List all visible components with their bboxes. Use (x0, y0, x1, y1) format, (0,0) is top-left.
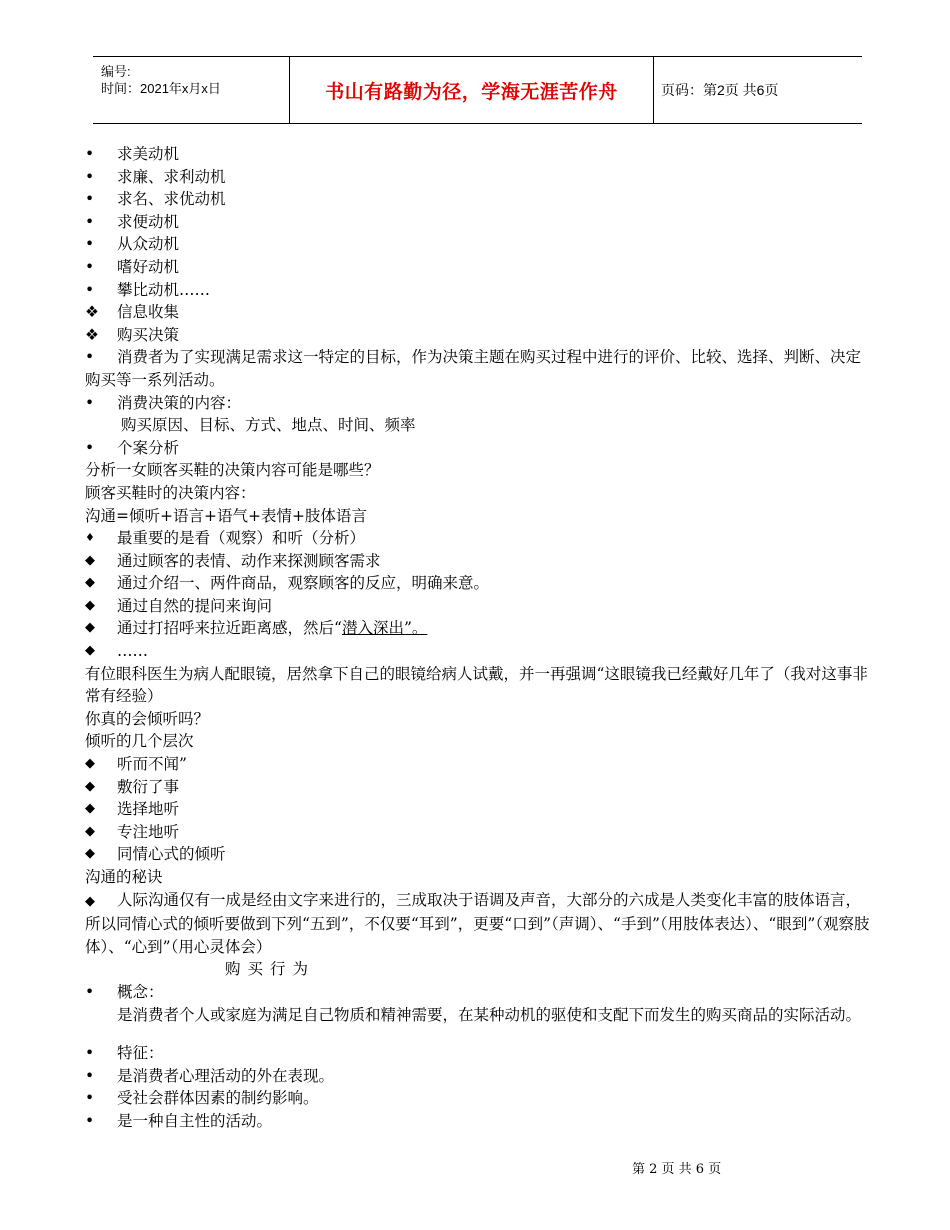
list-item: ❖ 信息收集 (85, 301, 875, 324)
list-item: • 求廉、求利动机 (85, 166, 875, 189)
underlined-text: 潜入深出”。 (341, 619, 428, 638)
diamond-icon: ◆ (85, 620, 95, 636)
secret-paragraph: ◆ 人际沟通仅有一成是经由文字来进行的，三成取决于语调及声音，大部分的六成是人类变化丰富的肢体语言，所以同情心式的倾听要做到下列“五到”，不仅要“耳到”，更要“口到”（声调）、“手到”（用肢体表达）、“眼到”（观察肢体）、“心到”（用心灵体会） (85, 890, 870, 956)
bullet-icon: • (85, 257, 95, 276)
bullet-icon: • (85, 1066, 95, 1085)
document-body (85, 143, 875, 1133)
diamond-icon: ◆ (85, 756, 95, 772)
list-item: ◆ 听而不闻” (85, 753, 875, 776)
list-item: • 求便动机 (85, 211, 875, 234)
header-motto-cell (289, 57, 654, 123)
list-item: • 概念： (85, 981, 875, 1004)
list-item: ♦ 最重要的是看（观察）和听（分析） (85, 527, 875, 550)
list-item: • 个案分析 (85, 437, 875, 460)
header-meta-cell (93, 57, 289, 123)
bullet-icon: • (85, 190, 95, 209)
story-paragraph: 有位眼科医生为病人配眼镜，居然拿下自己的眼镜给病人试戴，并一再强调“这眼镜我已经戴好几年了（我对这事非常有经验） (85, 664, 868, 706)
list-item: • 消费决策的内容： (85, 392, 875, 415)
diamond-icon: ◆ (85, 778, 95, 794)
case-question: 分析一女顾客买鞋的决策内容可能是哪些？ (85, 461, 380, 480)
section-heading: 购买行为 (225, 960, 316, 979)
bullet-icon: • (85, 1111, 95, 1130)
list-item: • 受社会群体因素的制约影响。 (85, 1087, 875, 1110)
header-page-cell (653, 57, 862, 123)
case-answer: 顾客买鞋时的决策内容： (85, 483, 256, 502)
list-item: • 从众动机 (85, 233, 875, 256)
listen-question: 你真的会倾听吗？ (85, 709, 210, 728)
list-item: ◆ 通过自然的提问来询问 (85, 595, 875, 618)
bullet-icon: • (85, 280, 95, 299)
bullet-icon: • (85, 145, 95, 163)
number-label: 编号: (101, 64, 131, 79)
diamond-icon: ◆ (85, 846, 95, 862)
list-item: ◆ 敷衍了事 (85, 776, 875, 799)
listen-levels-title: 倾听的几个层次 (85, 732, 194, 751)
page-footer: 第 2 页 共 6 页 (632, 1162, 722, 1177)
list-item: ◆ 同情心式的倾听 (85, 843, 875, 866)
communication-formula: 沟通=倾听+语言+语气+表情+肢体语言 (85, 506, 367, 525)
page-header (93, 56, 862, 124)
diamond-icon: ◆ (85, 552, 95, 568)
list-item: ◆ …… (85, 640, 875, 663)
bullet-icon: • (85, 167, 95, 186)
bullet-icon: • (85, 393, 95, 412)
bullet-icon: • (85, 235, 95, 254)
diamond-icon: ◆ (85, 823, 95, 839)
concept-text: 是消费者个人或家庭为满足自己物质和精神需要，在某种动机的驱使和支配下而发生的购买商品的实际活动。 (117, 1005, 862, 1024)
page-info: 页码：第2页 共6页 (661, 82, 779, 98)
list-item: • 是一种自主性的活动。 (85, 1110, 875, 1133)
time-label: 时间：2021年x月x日 (101, 81, 221, 96)
decision-definition: • 消费者为了实现满足需求这一特定的目标，作为决策主题在购买过程中进行的评价、比较、选择、判断、决定购买等一系列活动。 (85, 348, 862, 389)
four-diamond-icon: ❖ (85, 325, 99, 344)
diamond-icon: ◆ (85, 597, 95, 613)
list-item: • 攀比动机…… (85, 279, 875, 302)
list-item: ◆ 选择地听 (85, 798, 875, 821)
list-item: • 特征： (85, 1042, 875, 1065)
list-item: ❖ 购买决策 (85, 324, 875, 347)
bullet-icon: • (85, 1044, 95, 1063)
secret-title: 沟通的秘诀 (85, 868, 163, 886)
diamond-icon: ◆ (85, 801, 95, 817)
four-diamond-icon: ❖ (85, 303, 99, 322)
list-item: ◆ 通过打招呼来拉近距离感，然后“潜入深出”。 (85, 617, 875, 640)
list-item: ◆ 通过顾客的表情、动作来探测顾客需求 (85, 550, 875, 573)
list-item: ◆ 通过介绍一、两件商品，观察顾客的反应，明确来意。 (85, 572, 875, 595)
spacer (85, 1026, 875, 1042)
small-diamond-icon: ♦ (85, 531, 95, 545)
bullet-icon: • (85, 212, 95, 231)
bullet-icon: • (85, 982, 95, 1001)
motto: 书山有路勤为径，学海无涯苦作舟 (325, 80, 618, 103)
bullet-icon: • (85, 1089, 95, 1108)
list-item: • 是消费者心理活动的外在表现。 (85, 1065, 875, 1088)
list-item: • 求美动机 (85, 143, 875, 166)
list-item: • 求名、求优动机 (85, 188, 875, 211)
diamond-icon: ◆ (85, 643, 95, 659)
bullet-icon: • (85, 438, 95, 457)
diamond-icon: ◆ (85, 893, 95, 909)
bullet-icon: • (85, 348, 95, 367)
decision-content-items: 购买原因、目标、方式、地点、时间、频率 (121, 416, 416, 435)
diamond-icon: ◆ (85, 575, 95, 591)
list-item: • 嗜好动机 (85, 256, 875, 279)
list-item: ◆ 专注地听 (85, 821, 875, 844)
